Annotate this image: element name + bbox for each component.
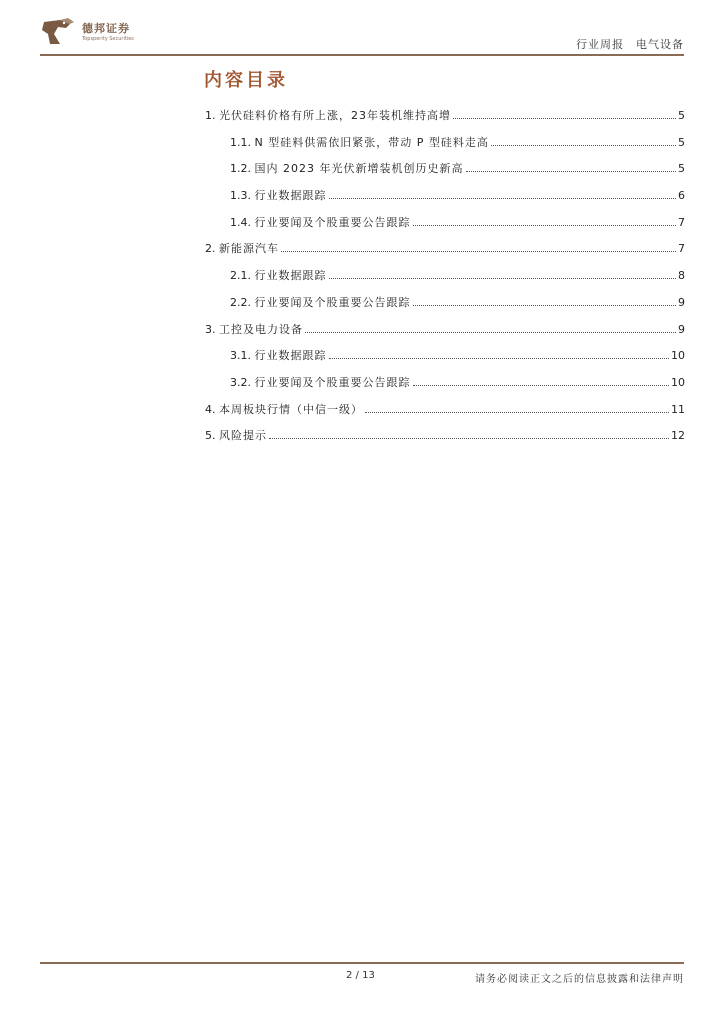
toc-entry[interactable]	[205, 160, 685, 187]
toc-entry-title: 新能源汽车	[219, 242, 279, 256]
header-divider	[40, 54, 684, 56]
toc-entry-number: 1.1.	[230, 135, 255, 149]
footer-divider	[40, 962, 684, 964]
toc-entry-title: 本周板块行情（中信一级）	[219, 402, 363, 416]
logo-chinese-name: 德邦证券	[82, 22, 130, 35]
toc-dot-leader	[305, 331, 676, 333]
toc-entry-page: 9	[678, 322, 685, 336]
toc-entry-number: 2.	[205, 242, 219, 256]
toc-entry-page: 8	[678, 269, 685, 283]
toc-entry[interactable]	[205, 240, 685, 267]
toc-entry-title: 行业数据跟踪	[254, 269, 327, 283]
toc-entry-number: 1.3.	[230, 189, 255, 203]
toc-dot-leader	[413, 224, 677, 226]
toc-entry-number: 3.1.	[230, 349, 255, 363]
toc-entry[interactable]	[205, 401, 685, 428]
toc-entry-number: 1.4.	[230, 215, 255, 229]
toc-entry[interactable]	[205, 214, 685, 241]
toc-entry-page: 5	[678, 109, 685, 122]
toc-dot-leader	[329, 197, 677, 199]
logo-english-name: Topsperity Securities	[82, 36, 134, 42]
toc-dot-leader	[281, 250, 676, 252]
toc-dot-leader	[329, 357, 670, 359]
page-indicator: 2 / 13	[346, 970, 375, 981]
company-logo	[40, 14, 180, 50]
toc-entry-number: 5.	[205, 429, 219, 443]
toc-entry-number: 2.1.	[230, 269, 255, 283]
toc-entry-title: 行业要闻及个股重要公告跟踪	[254, 375, 411, 389]
toc-entry-title: 风险提示	[219, 429, 267, 443]
toc-entry-number: 1.2.	[230, 162, 255, 176]
toc-dot-leader	[413, 384, 670, 386]
toc-entry-title: 国内 2023 年光伏新增装机创历史新高	[254, 162, 464, 176]
toc-entry[interactable]	[205, 134, 685, 161]
page-header	[40, 14, 684, 58]
toc-dot-leader	[413, 304, 677, 306]
toc-entry-page: 10	[671, 375, 685, 389]
toc-entry[interactable]	[205, 294, 685, 321]
toc-entry-page: 11	[671, 402, 685, 416]
toc-entry-title: 光伏硅料价格有所上涨，23年装机维持高增	[219, 109, 451, 122]
toc-entry-page: 9	[678, 295, 685, 309]
toc-entry-page: 5	[678, 135, 685, 149]
toc-entry-number: 4.	[205, 402, 219, 416]
toc-entry-page: 7	[678, 242, 685, 256]
toc-entry-page: 12	[671, 429, 685, 443]
disclaimer-note: 请务必阅读正文之后的信息披露和法律声明	[475, 974, 684, 985]
toc-entry-page: 6	[678, 189, 685, 203]
toc-entry-number: 2.2.	[230, 295, 255, 309]
toc-entry[interactable]	[205, 187, 685, 214]
toc-entry-page: 10	[671, 349, 685, 363]
toc-entry-title: 行业要闻及个股重要公告跟踪	[254, 215, 411, 229]
toc-entry[interactable]	[205, 267, 685, 294]
report-category	[576, 36, 684, 52]
toc-entry-title: 行业要闻及个股重要公告跟踪	[254, 295, 411, 309]
toc-entry[interactable]	[205, 374, 685, 401]
toc-dot-leader	[453, 117, 676, 119]
toc-entry-title: 行业数据跟踪	[254, 349, 327, 363]
report-type: 行业周报	[576, 38, 624, 51]
logo-mark-icon	[40, 16, 76, 48]
toc-entry-title: 工控及电力设备	[219, 322, 303, 336]
toc-dot-leader	[491, 144, 676, 146]
toc-dot-leader	[329, 277, 677, 279]
toc-dot-leader	[269, 437, 669, 439]
toc-entry-number: 1.	[205, 109, 219, 122]
toc-entry-title: N 型硅料供需依旧紧张，带动 P 型硅料走高	[254, 135, 489, 149]
toc-title: 内容目录	[204, 70, 288, 91]
table-of-contents	[205, 107, 685, 454]
toc-entry-number: 3.2.	[230, 375, 255, 389]
toc-entry-title: 行业数据跟踪	[254, 189, 327, 203]
toc-entry[interactable]	[205, 427, 685, 454]
toc-entry-number: 3.	[205, 322, 219, 336]
toc-entry-page: 7	[678, 215, 685, 229]
toc-dot-leader	[365, 411, 669, 413]
toc-entry[interactable]	[205, 321, 685, 348]
toc-entry[interactable]	[205, 347, 685, 374]
toc-dot-leader	[466, 170, 677, 172]
toc-entry-page: 5	[678, 162, 685, 176]
toc-entry[interactable]	[205, 107, 685, 134]
industry-name: 电气设备	[636, 38, 684, 51]
